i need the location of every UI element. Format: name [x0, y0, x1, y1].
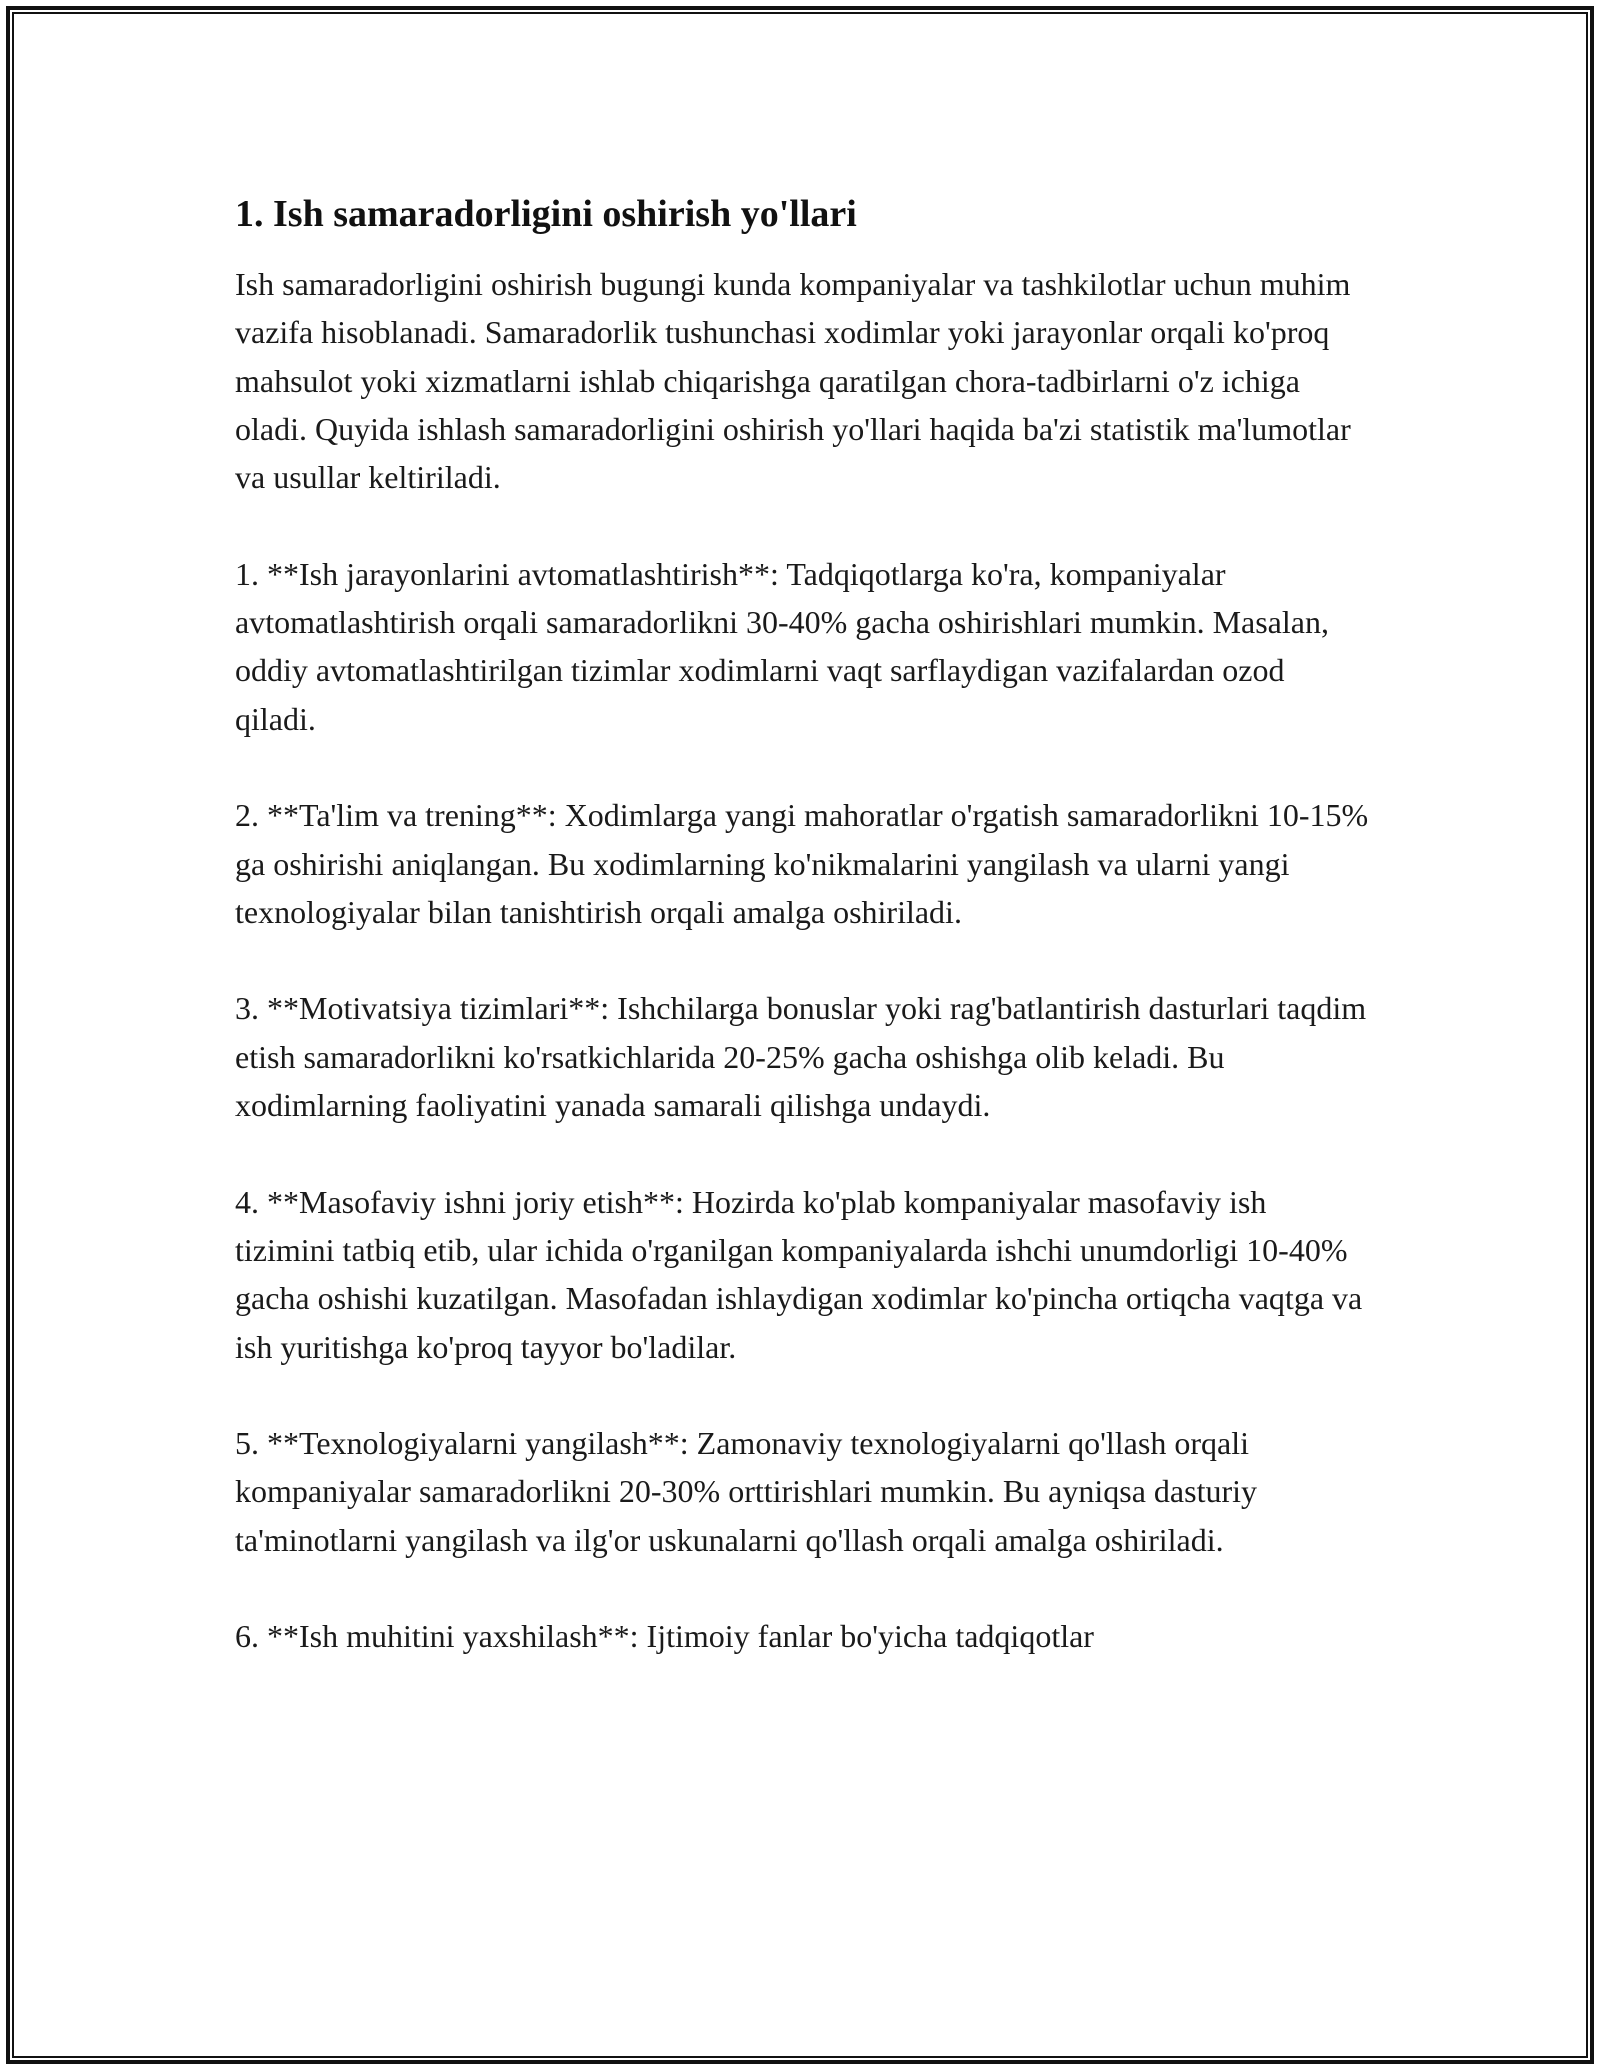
list-item-automation: 1. **Ish jarayonlarini avtomatlashtirish**: Tadqiqotlarga ko'ra, kompaniyalar avtomatlashtirish orqali samaradorlikni 30-40% gacha oshirishlari mumkin. Masalan, oddiy avtomatlashtirilgan tizimlar xodimlarni vaqt sarflaydigan vazifalardan ozod qiladi.: [235, 555, 1329, 737]
list-item-motivation: 3. **Motivatsiya tizimlari**: Ishchilarga bonuslar yoki rag'batlantirish dasturlari taqdim etish samaradorlikni ko'rsatkichlarida 20-25% gacha oshishga olib keladi. Bu xodimlarning faoliyatini yanada samarali qilishga undaydi.: [235, 990, 1367, 1124]
document-title: 1. Ish samaradorligini oshirish yo'llari: [235, 193, 857, 235]
list-item-technology: 5. **Texnologiyalarni yangilash**: Zamonaviy texnologiyalarni qo'llash orqali kompaniyalar samaradorlikni 20-30% orttirishlari mumkin. Bu ayniqsa dasturiy ta'minotlarni yangilash va ilg'or uskunalarni qo'llash orqali amalga oshiriladi.: [235, 1425, 1258, 1558]
list-item-work-environment: 6. **Ish muhitini yaxshilash**: Ijtimoiy fanlar bo'yicha tadqiqotlar: [235, 1618, 1094, 1655]
intro-paragraph: Ish samaradorligini oshirish bugungi kunda kompaniyalar va tashkilotlar uchun muhim vazifa hisoblanadi. Samaradorlik tushunchasi xodimlar yoki jarayonlar orqali ko'proq mahsulot yoki xizmatlarni ishlab chiqarishga qaratilgan chora-tadbirlarni o'z ichiga oladi. Quyida ishlash samaradorligini oshirish yo'llari haqida ba'zi statistik ma'lumotlar va usullar keltiriladi.: [235, 266, 1351, 496]
list-item-remote-work: 4. **Masofaviy ishni joriy etish**: Hozirda ko'plab kompaniyalar masofaviy ish tizimini tatbiq etib, ular ichida o'rganilgan kompaniyalarda ishchi unumdorligi 10-40% gacha oshishi kuzatilgan. Masofadan ishlaydigan xodimlar ko'pincha ortiqcha vaqtga va ish yuritishga ko'proq tayyor bo'ladilar.: [235, 1183, 1363, 1365]
list-item-training: 2. **Ta'lim va trening**: Xodimlarga yangi mahoratlar o'rgatish samaradorlikni 10-15% ga oshirishi aniqlangan. Bu xodimlarning ko'nikmalarini yangilash va ularni yangi texnologiyalar bilan tanishtirish orqali amalga oshiriladi.: [235, 797, 1369, 930]
document-body: [235, 188, 1370, 1709]
